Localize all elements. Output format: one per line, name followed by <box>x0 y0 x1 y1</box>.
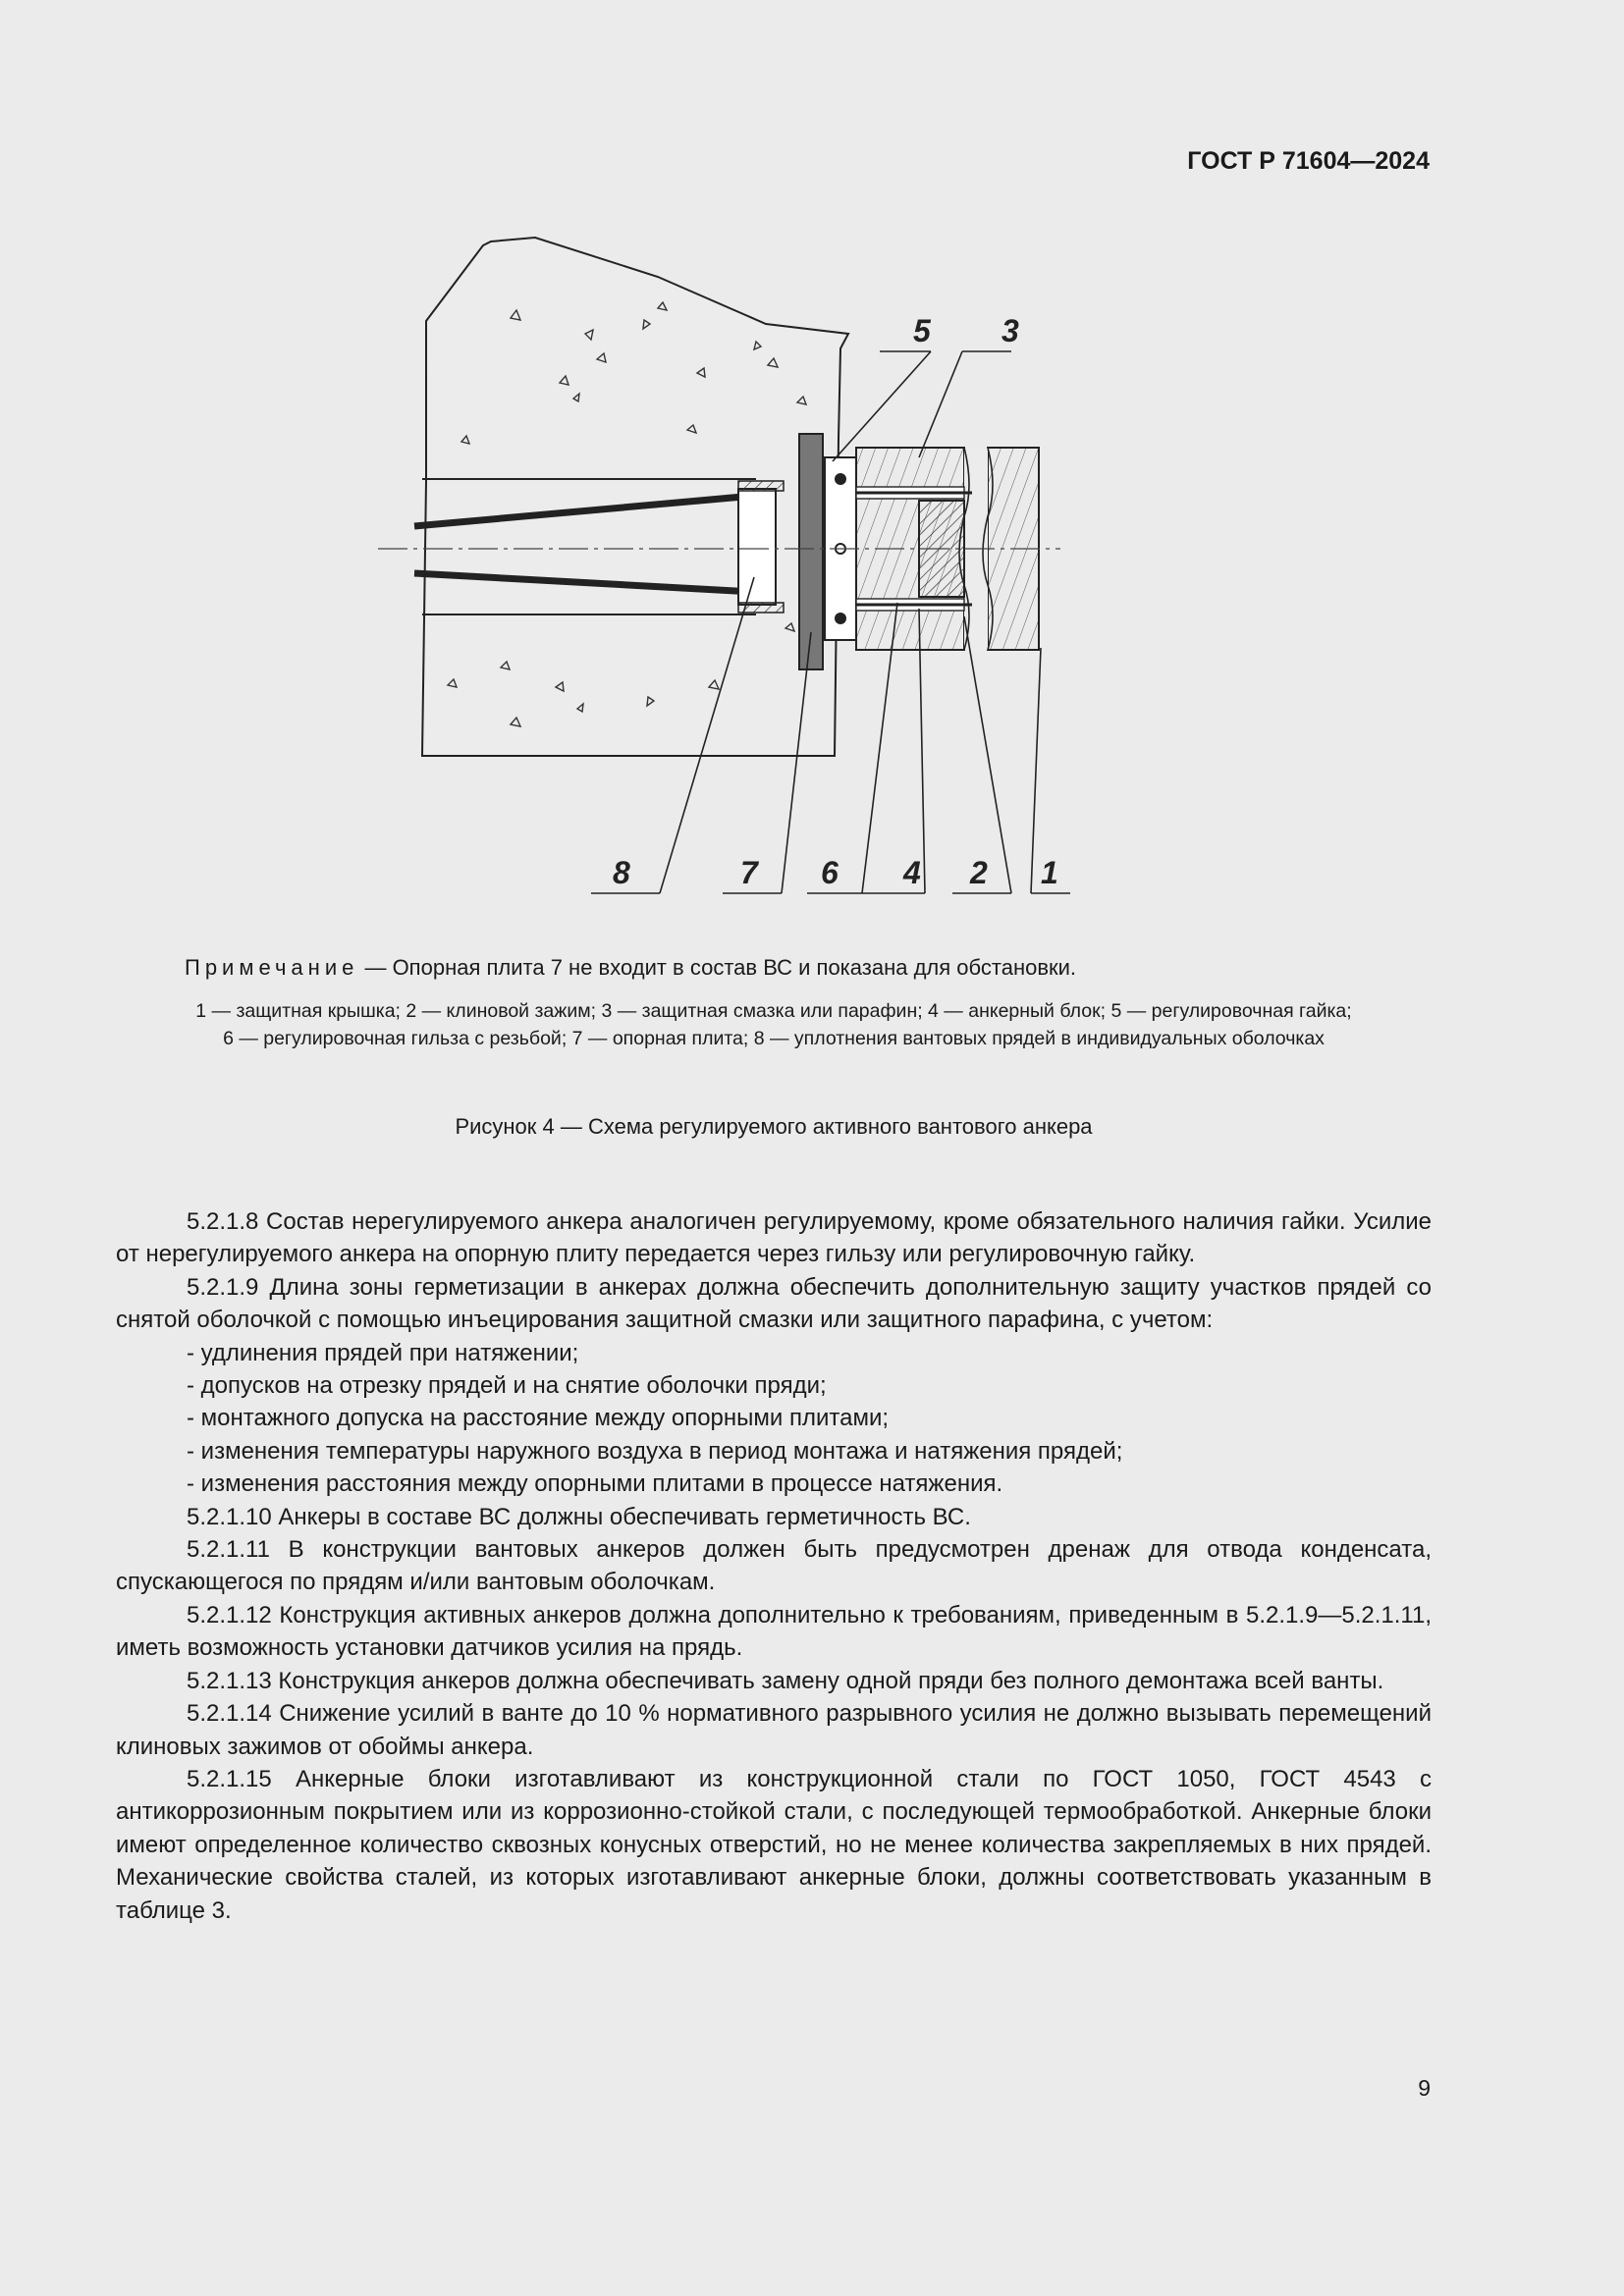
callout-5: 5 <box>913 313 931 348</box>
figure-note <box>185 955 1076 981</box>
body-text <box>116 1205 1432 1927</box>
paragraph: 5.2.1.10 Анкеры в составе ВС должны обеспечивать герметичность ВС. <box>187 1503 971 1530</box>
paragraph: 5.2.1.9 Длина зоны герметизации в анкерах должна обеспечить дополнительную защиту участков прядей со снятой оболочкой с помощью инъецирования защитной смазки или защитного парафина, с учетом: <box>116 1273 1432 1334</box>
callout-8: 8 <box>613 855 630 890</box>
callout-3: 3 <box>1001 313 1019 348</box>
list-item: - удлинения прядей при натяжении; <box>187 1339 579 1366</box>
list-item: - допусков на отрезку прядей и на снятие оболочки пряди; <box>187 1372 827 1400</box>
paragraph: 5.2.1.15 Анкерные блоки изготавливают из конструкционной стали по ГОСТ 1050, ГОСТ 4543 с антикоррозионным покрытием или из коррозионно-стойкой стали, с последующей термообработкой. Анкерные блоки имеют определенное количество сквозных конусных отверстий, но не менее количества закрепляемых в них прядей. Механические свойства сталей, из которых изготавливают анкерные блоки, должны соответствовать указанным в таблице 3. <box>116 1765 1432 1924</box>
list-item: - изменения расстояния между опорными плитами в процессе натяжения. <box>187 1470 1003 1498</box>
standard-number: ГОСТ Р 71604—2024 <box>1187 147 1430 175</box>
note-text: — Опорная плита 7 не входит в состав ВС и показана для обстановки. <box>358 955 1077 980</box>
callout-6: 6 <box>821 855 839 890</box>
callout-4: 4 <box>903 855 921 890</box>
paragraph: 5.2.1.11 В конструкции вантовых анкеров должен быть предусмотрен дренаж для отвода конденсата, спускающегося по прядям и/или вантовым оболочкам. <box>116 1536 1432 1596</box>
callout-7: 7 <box>740 855 758 890</box>
paragraph: 5.2.1.13 Конструкция анкеров должна обеспечивать замену одной пряди без полного демонтажа всей ванты. <box>187 1667 1384 1694</box>
concrete-body <box>422 238 848 756</box>
anchor-diagram <box>363 236 1070 903</box>
paragraph: 5.2.1.12 Конструкция активных анкеров должна дополнительно к требованиям, приведенным в 5.2.1.9—5.2.1.11, иметь возможность установки датчиков усилия на прядь. <box>116 1601 1432 1662</box>
callout-1: 1 <box>1041 855 1058 890</box>
callout-2: 2 <box>970 855 988 890</box>
strand-seal <box>738 489 776 605</box>
paragraph: 5.2.1.8 Состав нерегулируемого анкера аналогичен регулируемому, кроме обязательного наличия гайки. Усилие от нерегулируемого анкера на опорную плиту передается через гильзу или регулировочную гайку. <box>116 1208 1432 1268</box>
list-item: - монтажного допуска на расстояние между опорными плитами; <box>187 1405 890 1432</box>
figure-legend-line-2: 6 — регулировочная гильза с резьбой; 7 — опорная плита; 8 — уплотнения вантовых прядей в индивидуальных оболочках <box>223 1028 1325 1049</box>
figure-caption: Рисунок 4 — Схема регулируемого активного вантового анкера <box>455 1114 1093 1139</box>
figure-legend-line-1: 1 — защитная крышка; 2 — клиновой зажим; 3 — защитная смазка или парафин; 4 — анкерный блок; 5 — регулировочная гайка; <box>195 1000 1352 1022</box>
note-label: Примечание <box>185 955 359 980</box>
list-item: - изменения температуры наружного воздуха в период монтажа и натяжения прядей; <box>187 1437 1123 1465</box>
page-number: 9 <box>1418 2075 1431 2101</box>
paragraph: 5.2.1.14 Снижение усилий в ванте до 10 % нормативного разрывного усилия не должно вызывать перемещений клиновых зажимов от обоймы анкера. <box>116 1700 1432 1760</box>
